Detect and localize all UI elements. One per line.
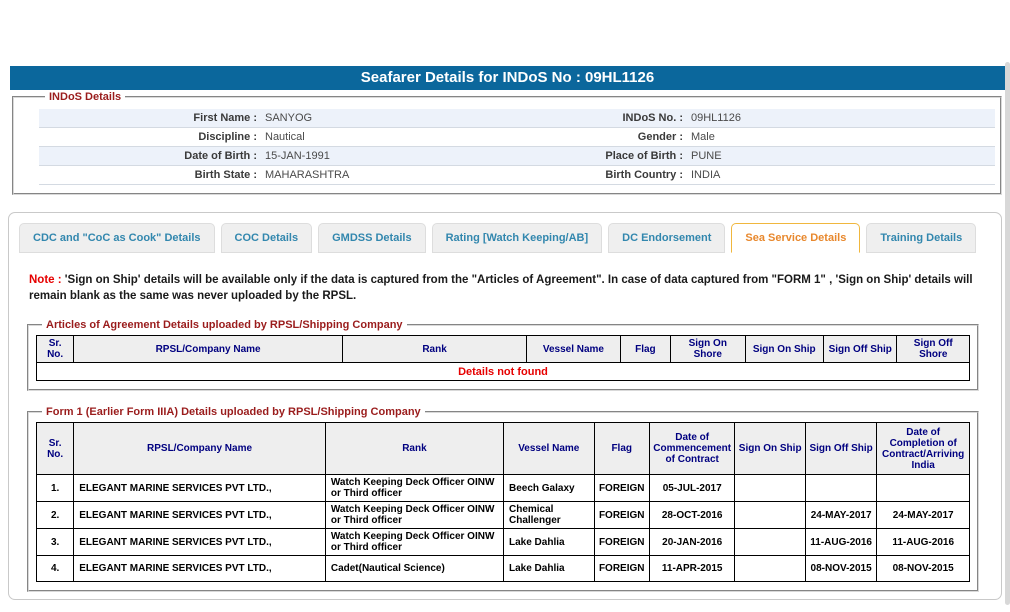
cell-sign-on-ship — [735, 556, 805, 582]
form1-table — [36, 422, 970, 582]
col-vessel-name: Vessel Name — [527, 336, 621, 363]
field-value: 15-JAN-1991 — [265, 150, 330, 162]
field-value: MAHARASHTRA — [265, 169, 350, 181]
col-rank: Rank — [325, 423, 503, 475]
cell-flag: FOREIGN — [594, 556, 649, 582]
indos-row — [39, 128, 995, 147]
tab-dc-endorsement[interactable]: DC Endorsement — [608, 223, 725, 253]
cell-vessel-name: Lake Dahlia — [503, 529, 594, 556]
form1-table-head — [37, 423, 970, 475]
field-value: INDIA — [691, 169, 721, 181]
note-text — [29, 273, 981, 304]
field-label: Discipline : — [198, 131, 257, 143]
cell-date-of-completion-of-contract-arriving-india: 08-NOV-2015 — [877, 556, 970, 582]
indos-details-legend: INDoS Details — [49, 91, 122, 103]
articles-legend: Articles of Agreement Details uploaded by RPSL/Shipping Company — [46, 319, 403, 332]
field-value: SANYOG — [265, 112, 313, 124]
vertical-scrollbar[interactable] — [1005, 62, 1010, 605]
cell-date-of-completion-of-contract-arriving-india: 11-AUG-2016 — [877, 529, 970, 556]
cell-rpsl-company-name: ELEGANT MARINE SERVICES PVT LTD., — [74, 475, 326, 502]
field-label: Date of Birth : — [184, 150, 257, 162]
articles-table-head — [37, 336, 970, 363]
indos-details-fieldset — [12, 91, 1002, 195]
col-sign-on-shore: Sign On Shore — [671, 336, 745, 363]
cell-vessel-name: Beech Galaxy — [503, 475, 594, 502]
indos-rows — [39, 109, 995, 185]
indos-row — [39, 109, 995, 128]
col-flag: Flag — [620, 336, 670, 363]
cell-flag: FOREIGN — [594, 529, 649, 556]
field-label: First Name : — [193, 112, 257, 124]
table-row — [37, 529, 970, 556]
cell-vessel-name: Lake Dahlia — [503, 556, 594, 582]
field-label: Gender : — [637, 131, 683, 143]
tab-coc-details[interactable]: COC Details — [221, 223, 313, 253]
cell-flag: FOREIGN — [594, 502, 649, 529]
col-date-of-completion-of-contract-arriving-india: Date of Completion of Contract/Arriving India — [877, 423, 970, 475]
cell-date-of-commencement-of-contract: 28-OCT-2016 — [649, 502, 735, 529]
cell-sign-off-ship: 08-NOV-2015 — [805, 556, 876, 582]
details-not-found-message: Details not found — [37, 363, 970, 381]
cell-rank: Cadet(Nautical Science) — [325, 556, 503, 582]
articles-table — [36, 335, 970, 381]
col-sign-off-ship: Sign Off Ship — [805, 423, 876, 475]
cell-sign-off-ship: 11-AUG-2016 — [805, 529, 876, 556]
header-row — [37, 336, 970, 363]
col-sr-no: Sr. No. — [37, 423, 74, 475]
col-date-of-commencement-of-contract: Date of Commencement of Contract — [649, 423, 735, 475]
header-row — [37, 423, 970, 475]
col-sign-off-ship: Sign Off Ship — [824, 336, 897, 363]
field-value: 09HL1126 — [691, 112, 741, 124]
field-label: INDoS No. : — [622, 112, 683, 124]
indos-row — [39, 147, 995, 166]
table-row — [37, 556, 970, 582]
col-vessel-name: Vessel Name — [503, 423, 594, 475]
tab-rating-watch-keeping-ab[interactable]: Rating [Watch Keeping/AB] — [432, 223, 603, 253]
indos-row — [39, 166, 995, 185]
page-title: Seafarer Details for INDoS No : 09HL1126 — [10, 66, 1005, 90]
col-sign-on-ship: Sign On Ship — [735, 423, 805, 475]
field-label: Place of Birth : — [605, 150, 683, 162]
cell-rpsl-company-name: ELEGANT MARINE SERVICES PVT LTD., — [74, 556, 326, 582]
col-sign-off-shore: Sign Off Shore — [897, 336, 970, 363]
tab-cdc-and-coc-as-cook-details[interactable]: CDC and "CoC as Cook" Details — [19, 223, 215, 253]
articles-table-body — [37, 363, 970, 381]
col-sign-on-ship: Sign On Ship — [745, 336, 824, 363]
form1-fieldset — [27, 406, 979, 592]
cell-sign-off-ship — [805, 475, 876, 502]
field-value: PUNE — [691, 150, 722, 162]
col-rank: Rank — [342, 336, 526, 363]
field-label: Birth Country : — [605, 169, 683, 181]
cell-date-of-commencement-of-contract: 20-JAN-2016 — [649, 529, 735, 556]
note-label: Note : — [29, 274, 62, 286]
cell-sr-no: 2. — [37, 502, 74, 529]
cell-sr-no: 3. — [37, 529, 74, 556]
tabs — [19, 223, 991, 253]
cell-rank: Watch Keeping Deck Officer OINW or Third officer — [325, 529, 503, 556]
table-row — [37, 475, 970, 502]
col-rpsl-company-name: RPSL/Company Name — [74, 423, 326, 475]
table-row — [37, 502, 970, 529]
cell-sr-no: 1. — [37, 475, 74, 502]
form1-legend: Form 1 (Earlier Form IIIA) Details uploaded by RPSL/Shipping Company — [46, 406, 421, 419]
tab-training-details[interactable]: Training Details — [866, 223, 976, 253]
field-value: Male — [691, 131, 715, 143]
cell-date-of-completion-of-contract-arriving-india: 24-MAY-2017 — [877, 502, 970, 529]
form1-table-body — [37, 475, 970, 582]
cell-date-of-commencement-of-contract: 05-JUL-2017 — [649, 475, 735, 502]
cell-sign-on-ship — [735, 529, 805, 556]
cell-vessel-name: Chemical Challenger — [503, 502, 594, 529]
cell-sign-off-ship: 24-MAY-2017 — [805, 502, 876, 529]
col-sr-no: Sr. No. — [37, 336, 74, 363]
tab-sea-service-details[interactable]: Sea Service Details — [731, 223, 860, 253]
cell-sign-on-ship — [735, 475, 805, 502]
empty-row — [37, 363, 970, 381]
note-body: 'Sign on Ship' details will be available only if the data is captured from the "Articles of Agreement". In case of data captured from "FORM 1" , 'Sign on Ship' details will remain blank as the same was never uploaded by the RPSL. — [29, 274, 973, 302]
articles-of-agreement-fieldset — [27, 319, 979, 391]
cell-date-of-completion-of-contract-arriving-india — [877, 475, 970, 502]
tab-gmdss-details[interactable]: GMDSS Details — [318, 223, 425, 253]
cell-rpsl-company-name: ELEGANT MARINE SERVICES PVT LTD., — [74, 529, 326, 556]
cell-rank: Watch Keeping Deck Officer OINW or Third officer — [325, 502, 503, 529]
cell-sign-on-ship — [735, 502, 805, 529]
field-label: Birth State : — [194, 169, 257, 181]
col-flag: Flag — [594, 423, 649, 475]
cell-rank: Watch Keeping Deck Officer OINW or Third officer — [325, 475, 503, 502]
cell-date-of-commencement-of-contract: 11-APR-2015 — [649, 556, 735, 582]
tab-content-panel — [8, 212, 1002, 600]
field-value: Nautical — [265, 131, 305, 143]
cell-flag: FOREIGN — [594, 475, 649, 502]
col-rpsl-company-name: RPSL/Company Name — [74, 336, 343, 363]
cell-sr-no: 4. — [37, 556, 74, 582]
cell-rpsl-company-name: ELEGANT MARINE SERVICES PVT LTD., — [74, 502, 326, 529]
